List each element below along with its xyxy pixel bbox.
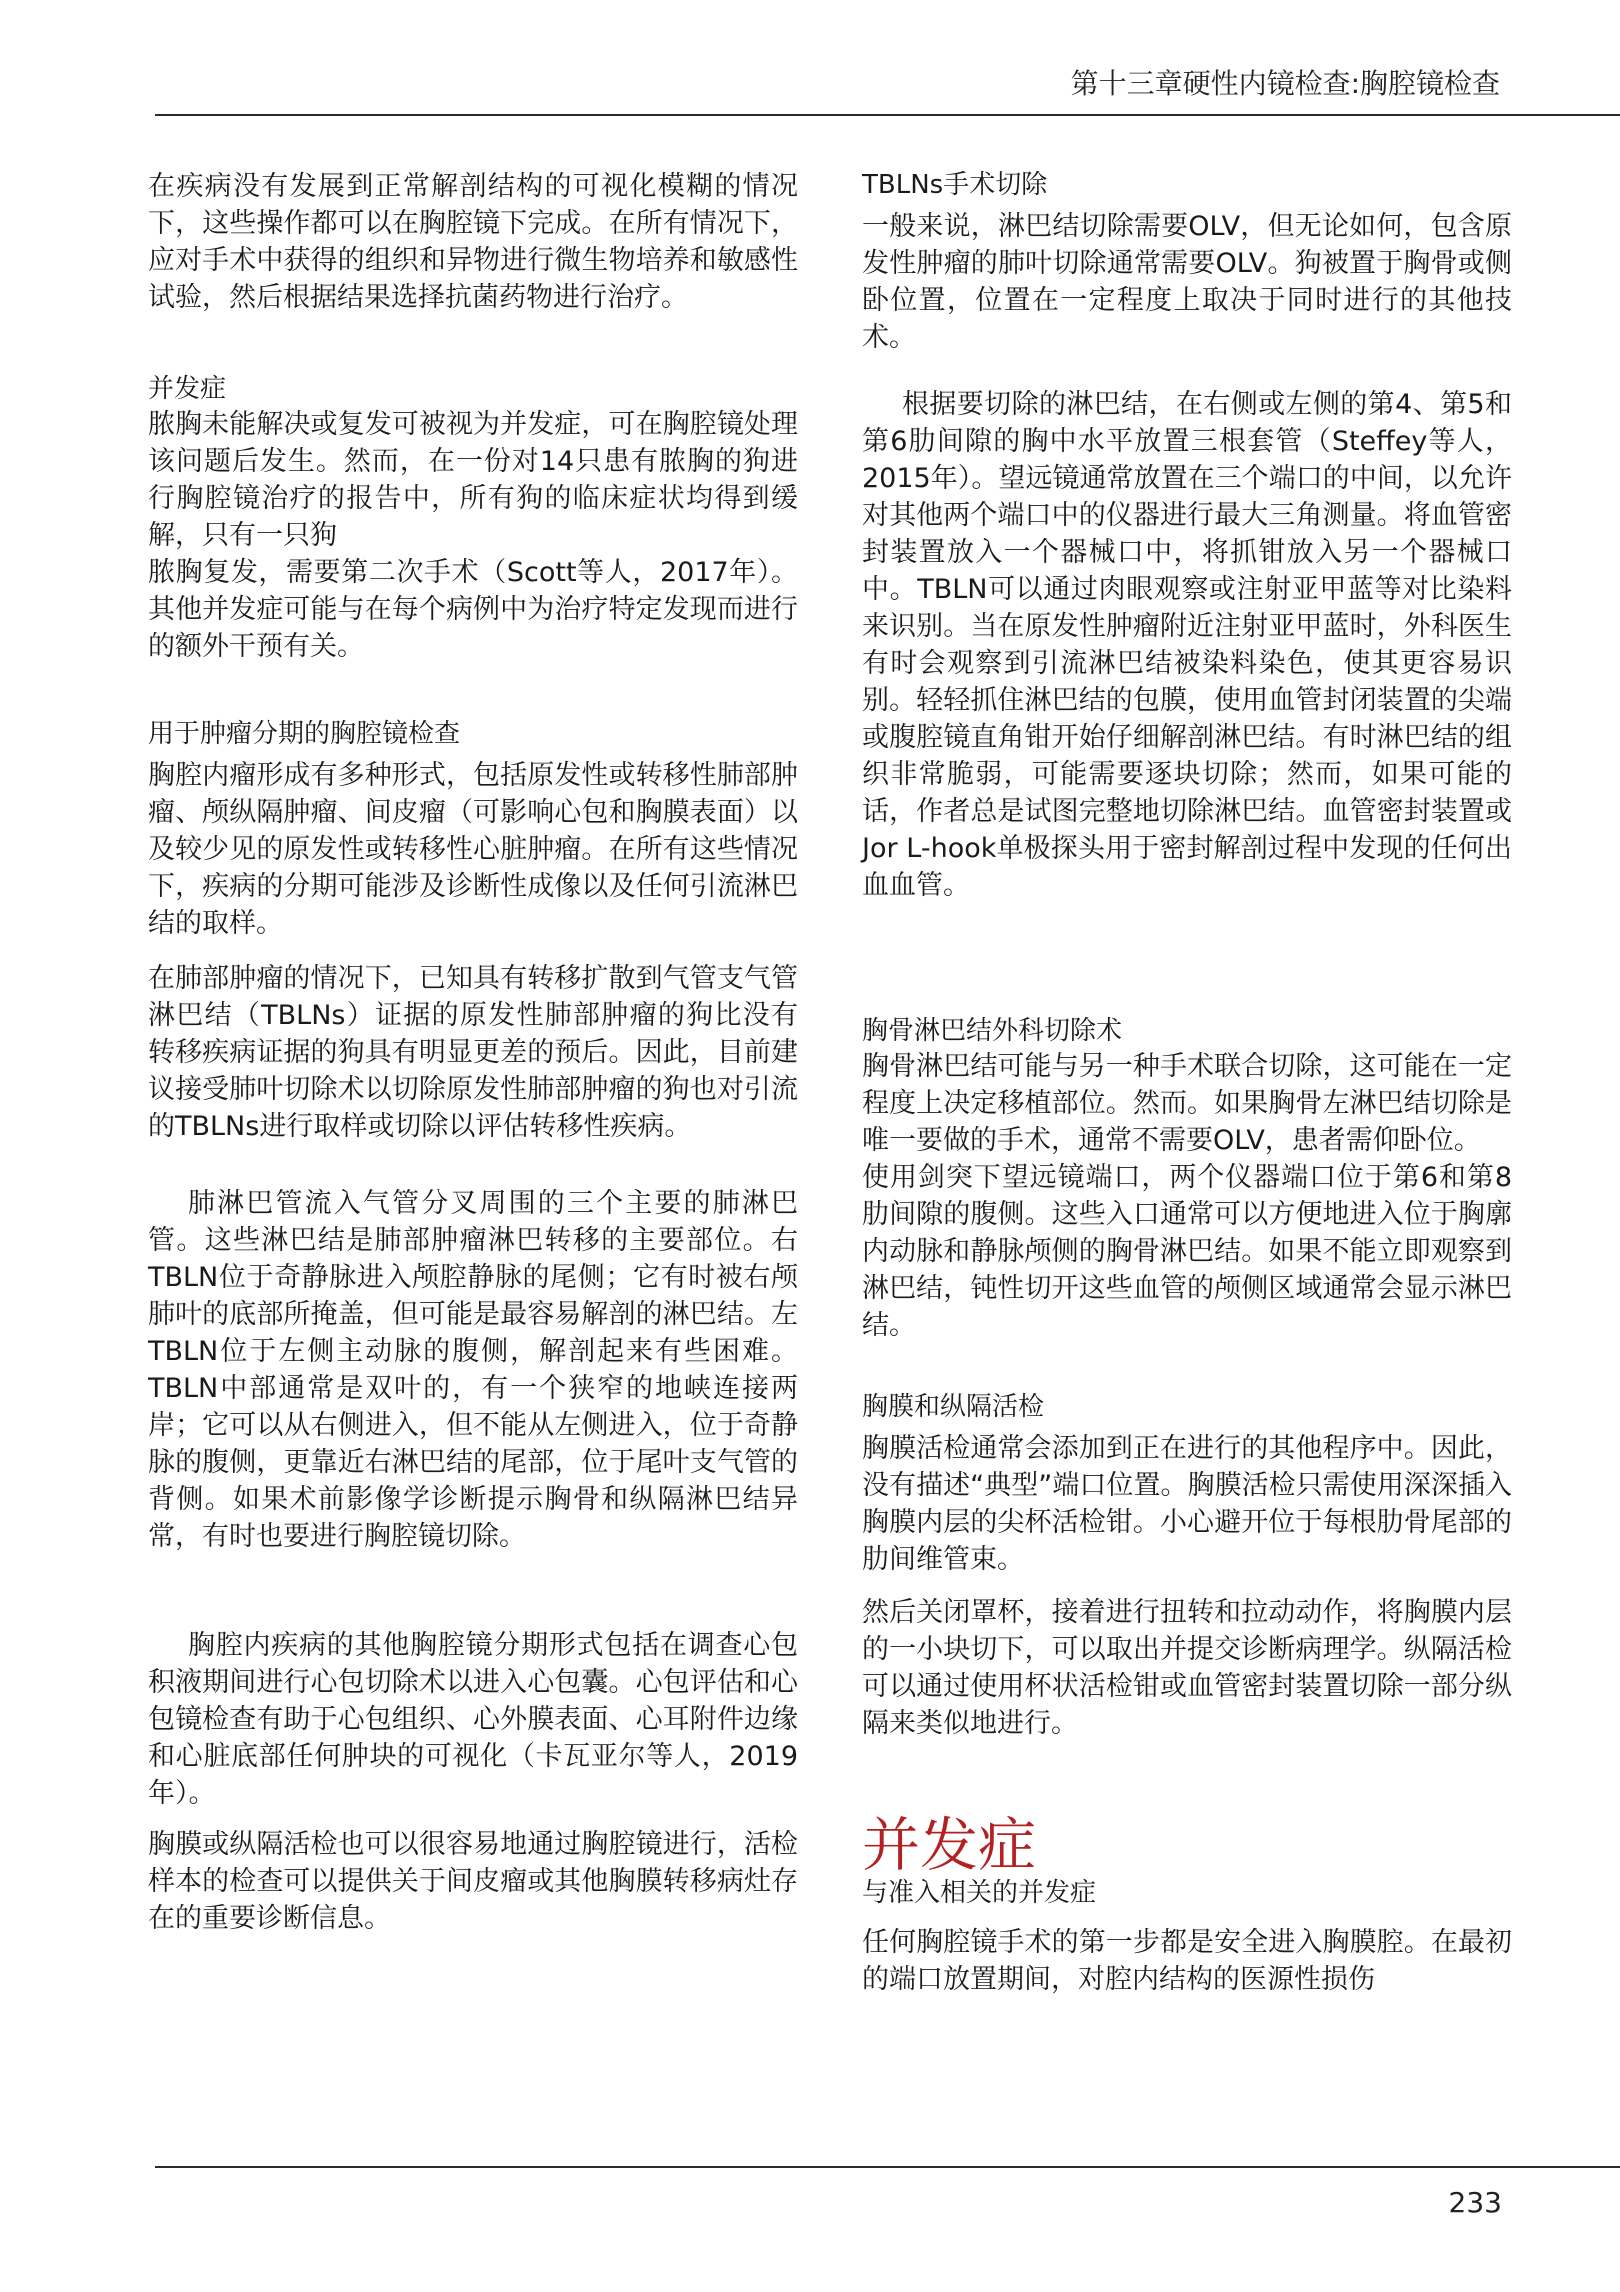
paragraph: 在肺部肿瘤的情况下，已知具有转移扩散到气管支气管淋巴结（TBLNs）证据的原发性肺部肿瘤的狗比没有转移疾病证据的狗具有明显更差的预后。因此，目前建议接受肺叶切除术以切除原发性肺部肿瘤的狗也对引流的TBLNs进行取样或切除以评估转移性疾病。	[148, 963, 798, 1142]
paragraph: 胸膜或纵隔活检也可以很容易地通过胸腔镜进行，活检样本的检查可以提供关于间皮瘤或其他胸膜转移病灶存在的重要诊断信息。	[148, 1829, 798, 1934]
paragraph: 根据要切除的淋巴结，在右侧或左侧的第4、第5和第6肋间隙的胸中水平放置三根套管（Steffey等人，2015年）。望远镜通常放置在三个端口的中间，以允许对其他两个端口中的仪器进行最大三角测量。将血管密封装置放入一个器械口中，将抓钳放入另一个器械口中。TBLN可以通过肉眼观察或注射亚甲蓝等对比染料来识别。当在原发性肿瘤附近注射亚甲蓝时，外科医生有时会观察到引流淋巴结被染料染色，使其更容易识别。轻轻抓住淋巴结的包膜，使用血管封闭装置的尖端或腹腔镜直角钳开始仔细解剖淋巴结。有时淋巴结的组织非常脆弱，可能需要逐块切除；然而，如果可能的话，作者总是试图完整地切除淋巴结。血管密封装置或Jor L-hook单极探头用于密封解剖过程中发现的任何出血血管。	[862, 389, 1512, 901]
paragraph: 胸腔内瘤形成有多种形式，包括原发性或转移性肺部肿瘤、颅纵隔肿瘤、间皮瘤（可影响心包和胸膜表面）以及较少见的原发性或转移性心脏肿瘤。在所有这些情况下，疾病的分期可能涉及诊断性成像以及任何引流淋巴结的取样。	[148, 760, 798, 939]
section-heading-staging: 用于肿瘤分期的胸腔镜检查	[148, 719, 461, 749]
section-heading-complications: 并发症	[148, 374, 227, 404]
section-heading-tbln: TBLNs手术切除	[862, 170, 1048, 200]
footer-rule	[155, 2166, 1620, 2168]
chapter-header: 第十三章硬性内镜检查:胸腔镜检查	[1070, 67, 1500, 100]
paragraph: 使用剑突下望远镜端口，两个仪器端口位于第6和第8肋间隙的腹侧。这些入口通常可以方便地进入位于胸廓内动脉和静脉颅侧的胸骨淋巴结。如果不能立即观察到淋巴结，钝性切开这些血管的颅侧区域通常会显示淋巴结。	[862, 1162, 1512, 1341]
paragraph: 脓胸未能解决或复发可被视为并发症，可在胸腔镜处理该问题后发生。然而，在一份对14只患有脓胸的狗进行胸腔镜治疗的报告中，所有狗的临床症状均得到缓解，只有一只狗	[148, 409, 798, 551]
paragraph: 然后关闭罩杯，接着进行扭转和拉动动作，将胸膜内层的一小块切下，可以取出并提交诊断病理学。纵隔活检可以通过使用杯状活检钳或血管密封装置切除一部分纵隔来类似地进行。	[862, 1597, 1512, 1739]
major-heading-complications: 并发症	[862, 1811, 1037, 1879]
paragraph: 胸骨淋巴结可能与另一种手术联合切除，这可能在一定程度上决定移植部位。然而。如果胸骨左淋巴结切除是唯一要做的手术，通常不需要OLV，患者需仰卧位。	[862, 1051, 1512, 1156]
section-heading-sternal: 胸骨淋巴结外科切除术	[862, 1016, 1123, 1046]
header-rule	[155, 114, 1620, 116]
paragraph: 在疾病没有发展到正常解剖结构的可视化模糊的情况下，这些操作都可以在胸腔镜下完成。在所有情况下，应对手术中获得的组织和异物进行微生物培养和敏感性试验，然后根据结果选择抗菌药物进行治疗。	[148, 171, 798, 313]
paragraph: 胸膜活检通常会添加到正在进行的其他程序中。因此，没有描述“典型”端口位置。胸膜活检只需使用深深插入胸膜内层的尖杯活检钳。小心避开位于每根肋骨尾部的肋间维管束。	[862, 1433, 1512, 1575]
paragraph: 任何胸腔镜手术的第一步都是安全进入胸膜腔。在最初的端口放置期间，对腔内结构的医源性损伤	[862, 1927, 1512, 1995]
left-column	[148, 168, 798, 1937]
paragraph: 一般来说，淋巴结切除需要OLV，但无论如何，包含原发性肿瘤的肺叶切除通常需要OLV。狗被置于胸骨或侧卧位置，位置在一定程度上取决于同时进行的其他技术。	[862, 211, 1512, 353]
section-heading-access: 与准入相关的并发症	[862, 1878, 1097, 1908]
paragraph: 胸腔内疾病的其他胸腔镜分期形式包括在调查心包积液期间进行心包切除术以进入心包囊。心包评估和心包镜检查有助于心包组织、心外膜表面、心耳附件边缘和心脏底部任何肿块的可视化（卡瓦亚尔等人，2019年）。	[148, 1630, 798, 1809]
right-column	[862, 168, 1512, 1998]
paragraph: 脓胸复发，需要第二次手术（Scott等人，2017年）。其他并发症可能与在每个病例中为治疗特定发现而进行的额外干预有关。	[148, 557, 798, 662]
page-number: 233	[1448, 2186, 1502, 2219]
paragraph: 肺淋巴管流入气管分叉周围的三个主要的肺淋巴管。这些淋巴结是肺部肿瘤淋巴转移的主要部位。右TBLN位于奇静脉进入颅腔静脉的尾侧；它有时被右颅肺叶的底部所掩盖，但可能是最容易解剖的淋巴结。左TBLN位于左侧主动脉的腹侧，解剖起来有些困难。TBLN中部通常是双叶的，有一个狭窄的地峡连接两岸；它可以从右侧进入，但不能从左侧进入，位于奇静脉的腹侧，更靠近右淋巴结的尾部，位于尾叶支气管的背侧。如果术前影像学诊断提示胸骨和纵隔淋巴结异常，有时也要进行胸腔镜切除。	[148, 1188, 798, 1552]
section-heading-pleural: 胸膜和纵隔活检	[862, 1392, 1045, 1422]
